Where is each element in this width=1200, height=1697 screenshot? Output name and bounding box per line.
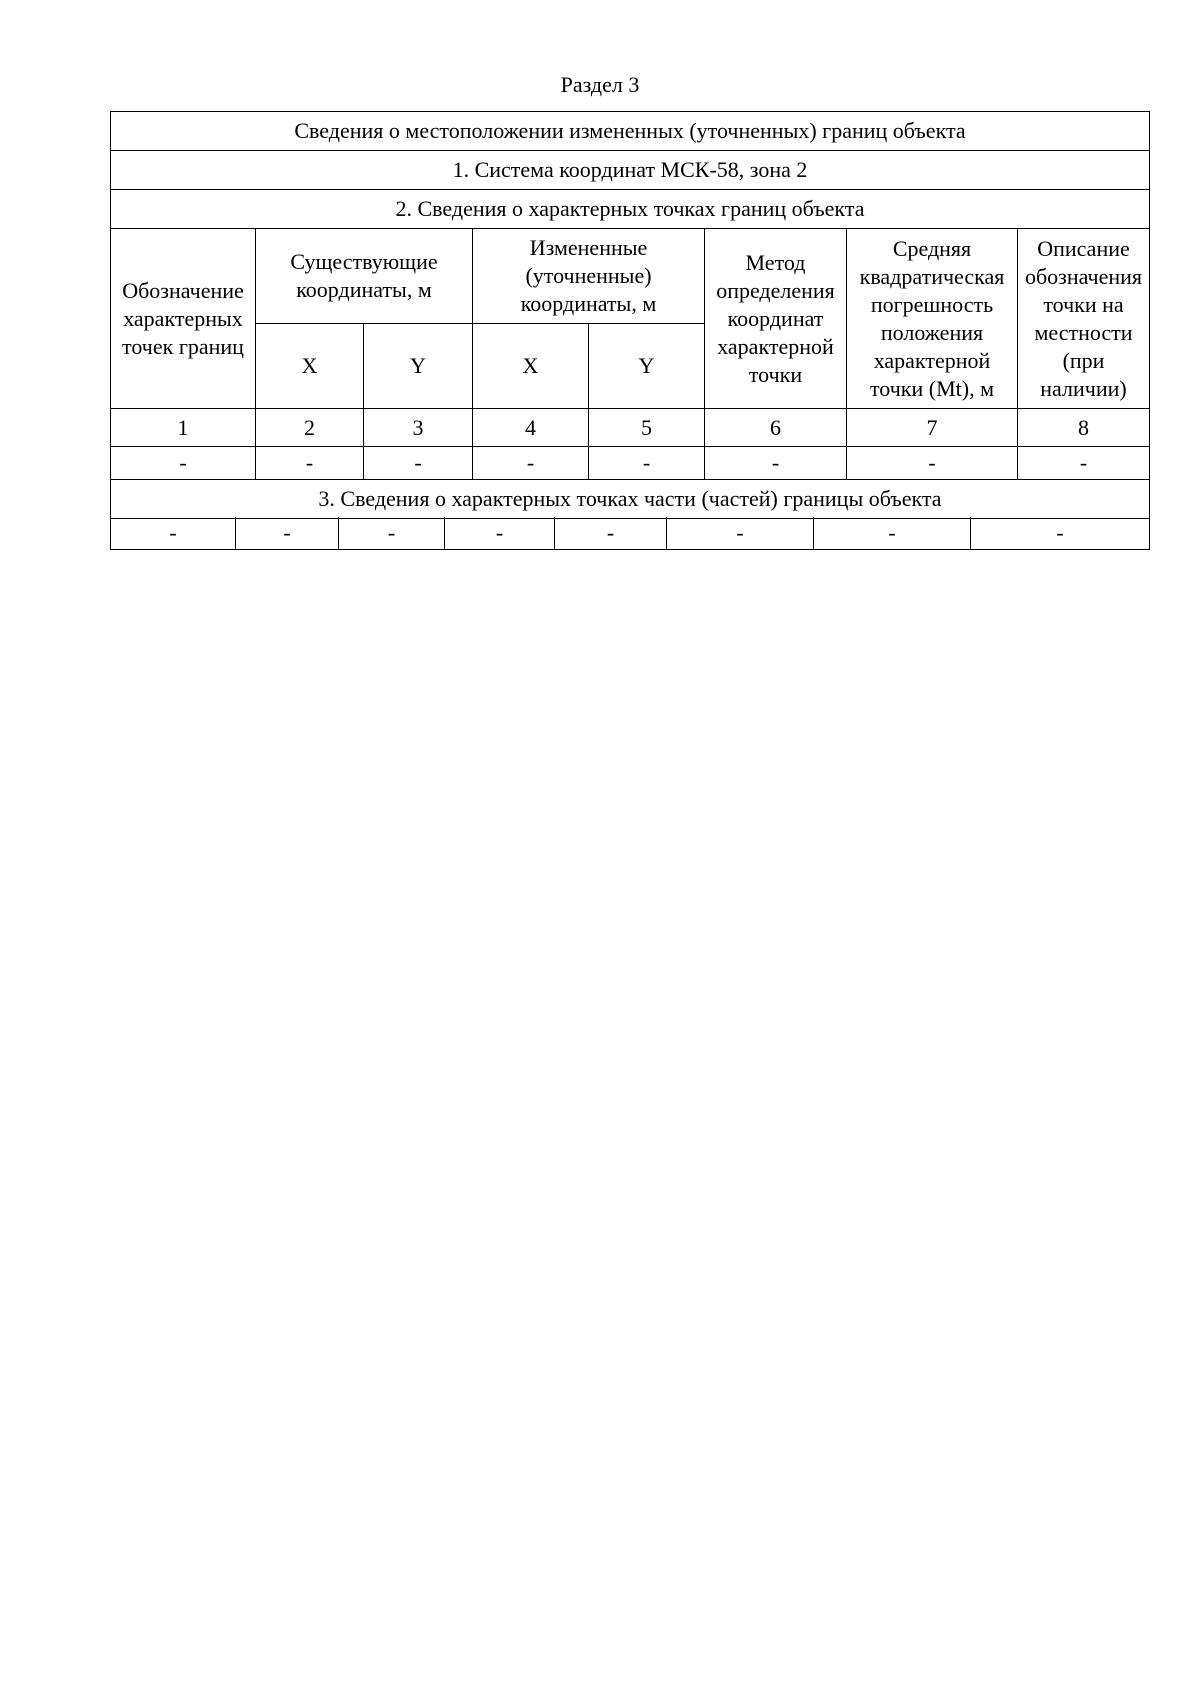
header-existing-coords: Существующие координаты, м [256,229,473,324]
header-error: Средняя квадратическая погрешность положения характерной точки (Mt), м [847,229,1018,409]
table-cell: - [111,447,256,480]
table-cell: - [589,447,705,480]
column-number: 8 [1018,409,1150,447]
boundary-points-table [110,111,1150,519]
table-cell: - [236,517,339,550]
column-number: 7 [847,409,1018,447]
header-method: Метод определения координат характерной точки [705,229,847,409]
header-description: Описание обозначения точки на местности (при наличии) [1018,229,1150,409]
header-changed-x: X [473,324,589,409]
table-row [111,447,1150,480]
column-number: 3 [364,409,473,447]
table-cell: - [705,447,847,480]
section-title: Раздел 3 [560,72,640,97]
table-row [111,517,1150,550]
table-cell: - [814,517,971,550]
header-changed-y: Y [589,324,705,409]
table-cell: - [1018,447,1150,480]
header-existing-x: X [256,324,364,409]
table-cell: - [445,517,555,550]
column-number: 6 [705,409,847,447]
column-number: 1 [111,409,256,447]
header-designation: Обозначение характерных точек границ [111,229,256,409]
column-number: 4 [473,409,589,447]
table-cell: - [111,517,236,550]
table-cell: - [339,517,445,550]
table-cell: - [473,447,589,480]
part-heading: 3. Сведения о характерных точках части (частей) границы объекта [111,480,1150,519]
coordinate-system: 1. Система координат МСК-58, зона 2 [111,151,1150,190]
header-changed-coords: Измененные (уточненные) координаты, м [473,229,705,324]
header-existing-y: Y [364,324,473,409]
points-heading: 2. Сведения о характерных точках границ объекта [111,190,1150,229]
table-cell: - [555,517,667,550]
column-number: 5 [589,409,705,447]
part-points-table [110,517,1150,550]
column-number: 2 [256,409,364,447]
table-cell: - [364,447,473,480]
table-cell: - [667,517,814,550]
table-cell: - [847,447,1018,480]
table-cell: - [256,447,364,480]
table-cell: - [971,517,1150,550]
table-title: Сведения о местоположении измененных (уточненных) границ объекта [111,112,1150,151]
column-numbers-row [111,409,1150,447]
